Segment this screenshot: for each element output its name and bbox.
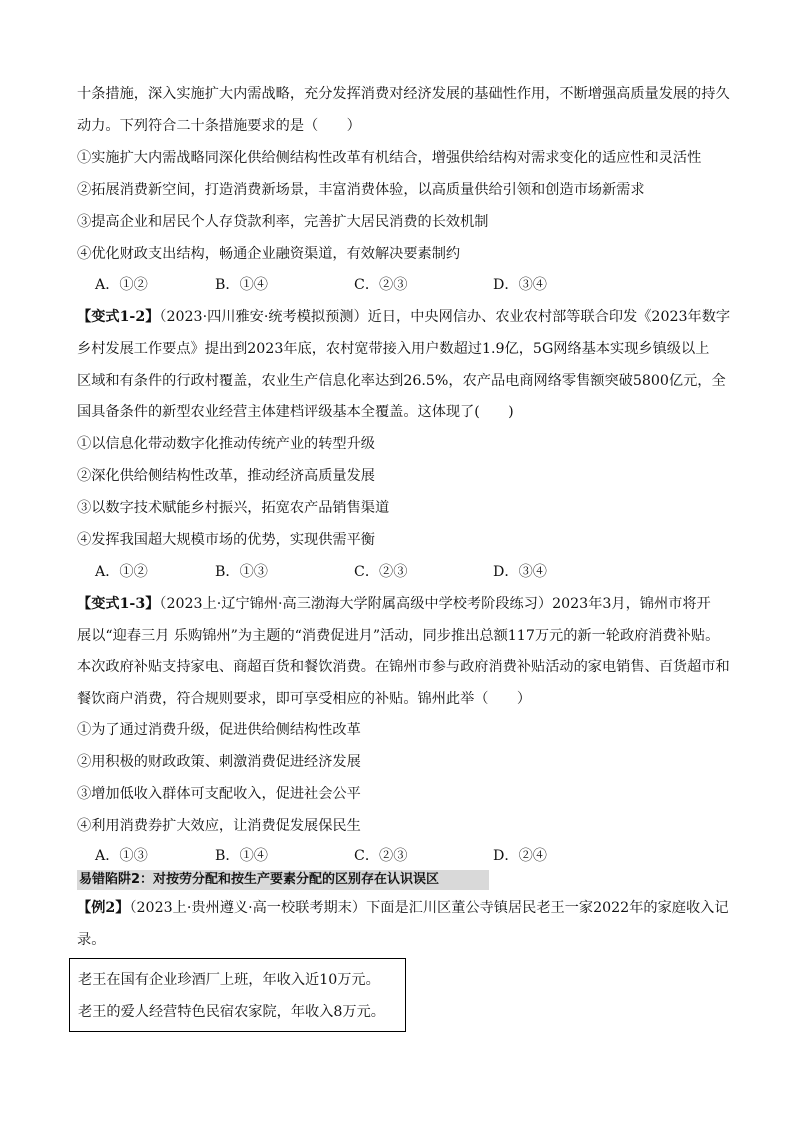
v12-source: （2023·四川雅安·统考模拟预测）近日，中央网信办、农业农村部等联合印发《2023年数字: [159, 309, 731, 325]
v13-item-4: ④利用消费券扩大效应，让消费促发展保民生: [77, 818, 361, 834]
q1-stem-line-2: 动力。下列符合二十条措施要求的是（ ）: [77, 118, 361, 134]
v12-option-c[interactable]: C．②③: [354, 564, 408, 580]
v12-tag: 【变式1-2】: [77, 309, 160, 325]
income-record-box: [69, 958, 406, 1032]
v13-option-b[interactable]: B．①④: [215, 848, 268, 864]
ex2-stem-line-2: 录。: [77, 932, 106, 948]
v12-item-2: ②深化供给侧结构性改革，推动经济高质量发展: [77, 468, 375, 484]
v13-stem-line-3: 本次政府补贴支持家电、商超百货和餐饮消费。在锦州市参与政府消费补贴活动的家电销售、百货超市和: [77, 659, 730, 675]
q1-option-a[interactable]: A．①②: [95, 277, 148, 293]
v13-option-a[interactable]: A．①③: [95, 848, 148, 864]
q1-item-3: ③提高企业和居民个人存贷款利率，完善扩大居民消费的长效机制: [77, 214, 489, 230]
income-record-line-1: 老王在国有企业珍酒厂上班，年收入近10万元。: [78, 972, 380, 988]
q1-option-c[interactable]: C．②③: [354, 277, 408, 293]
v13-tag: 【变式1-3】: [77, 596, 160, 612]
v13-stem-line-1: [77, 594, 711, 614]
v13-stem-line-2: 展以“迎春三月 乐购锦州”为主题的“消费促进月”活动，同步推出总额117万元的新一轮政府消费补贴。: [77, 628, 720, 644]
v12-option-a[interactable]: A．①②: [95, 564, 148, 580]
v13-item-3: ③增加低收入群体可支配收入，促进社会公平: [77, 786, 361, 802]
trap-heading: 易错陷阱2：对按劳分配和按生产要素分配的区别存在认识误区: [77, 870, 489, 890]
v13-source: （2023上·辽宁锦州·高三渤海大学附属高级中学校考阶段练习）2023年3月，锦州市将开: [159, 596, 711, 612]
v12-stem-line-4: 国具备条件的新型农业经营主体建档评级基本全覆盖。这体现了( ): [77, 404, 514, 420]
q1-item-2: ②拓展消费新空间，打造消费新场景，丰富消费体验，以高质量供给引领和创造市场新需求: [77, 182, 645, 198]
income-record-line-2: 老王的爱人经营特色民宿农家院，年收入8万元。: [78, 1004, 385, 1020]
v12-option-d[interactable]: D．③④: [493, 564, 547, 580]
ex2-stem-line-1: [77, 898, 729, 918]
q1-option-d[interactable]: D．③④: [493, 277, 547, 293]
ex2-tag: 【例2】: [77, 900, 130, 916]
v12-item-1: ①以信息化带动数字化推动传统产业的转型升级: [77, 436, 375, 452]
v13-item-2: ②用积极的财政政策、刺激消费促进经济发展: [77, 754, 361, 770]
v13-option-d[interactable]: D．②④: [493, 848, 547, 864]
q1-item-4: ④优化财政支出结构，畅通企业融资渠道，有效解决要素制约: [77, 246, 461, 262]
v12-option-b[interactable]: B．①③: [215, 564, 268, 580]
ex2-source: （2023上·贵州遵义·高一校联考期末）下面是汇川区董公寺镇居民老王一家2022年的家庭收入记: [129, 900, 729, 916]
v13-option-c[interactable]: C．②③: [354, 848, 408, 864]
v13-stem-line-4: 餐饮商户消费，符合规则要求，即可享受相应的补贴。锦州此举（ ）: [77, 691, 532, 707]
q1-item-1: ①实施扩大内需战略同深化供给侧结构性改革有机结合，增强供给结构对需求变化的适应性和灵活性: [77, 150, 702, 166]
v12-item-4: ④发挥我国超大规模市场的优势，实现供需平衡: [77, 532, 375, 548]
q1-option-b[interactable]: B．①④: [215, 277, 268, 293]
v13-item-1: ①为了通过消费升级，促进供给侧结构性改革: [77, 722, 361, 738]
v12-item-3: ③以数字技术赋能乡村振兴，拓宽农产品销售渠道: [77, 500, 390, 516]
v12-stem-line-2: 乡村发展工作要点》提出到2023年底，农村宽带接入用户数超过1.9亿，5G网络基本实现乡镇级以上: [77, 341, 710, 357]
v12-stem-line-1: [77, 307, 730, 327]
q1-stem-line-1: 十条措施，深入实施扩大内需战略，充分发挥消费对经济发展的基础性作用，不断增强高质量发展的持久: [77, 86, 730, 102]
v12-stem-line-3: 区域和有条件的行政村覆盖，农业生产信息化率达到26.5%，农产品电商网络零售额突破5800亿元，全: [77, 373, 726, 389]
